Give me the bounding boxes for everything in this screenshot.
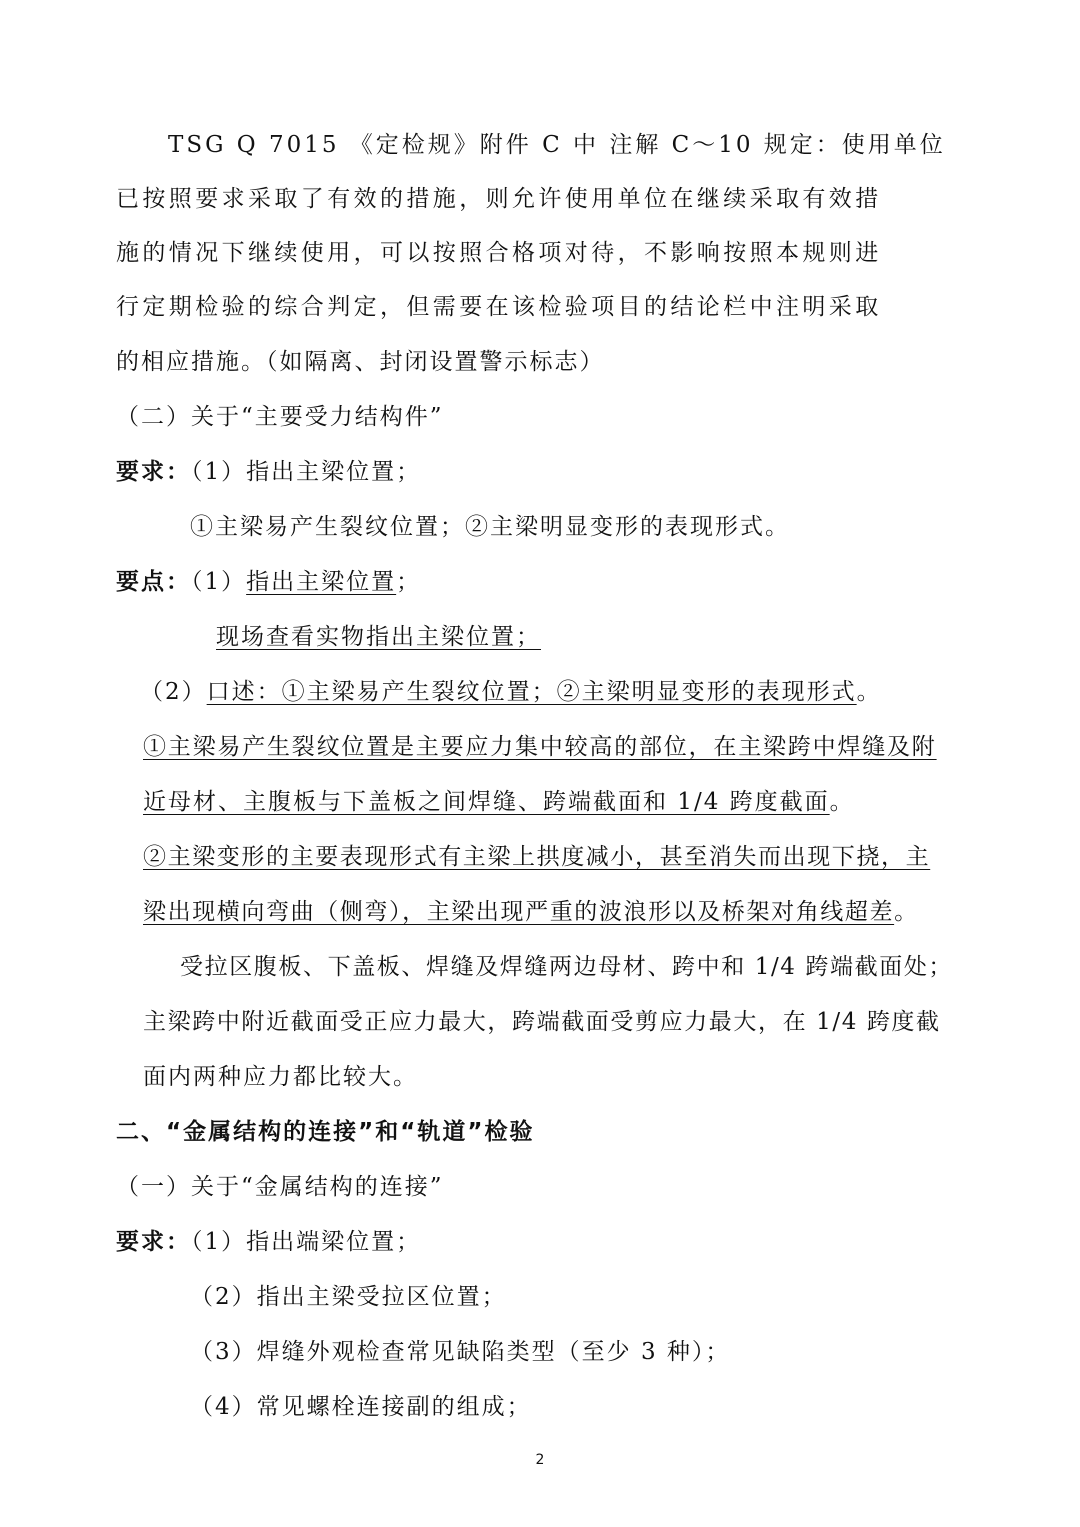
page-number: 2 <box>535 1452 545 1468</box>
keypoint-point-line: ②主梁变形的主要表现形式有主梁上拱度减小，甚至消失而出现下挠，主 <box>143 844 931 870</box>
requirement-item: （1）指出端梁位置； <box>191 1229 422 1255</box>
requirement-item: （4）常见螺栓连接副的组成； <box>190 1394 532 1420</box>
keypoint-item <box>140 675 882 709</box>
keypoint-label: 要点： <box>116 569 191 595</box>
paragraph-line: 行定期检验的综合判定，但需要在该检验项目的结论栏中注明采取 <box>116 294 882 320</box>
requirement-item: ①主梁易产生裂纹位置；②主梁明显变形的表现形式。 <box>190 514 790 540</box>
paragraph-line: 的相应措施。（如隔离、封闭设置警示标志） <box>116 349 605 375</box>
requirement-block <box>116 1225 421 1259</box>
keypoint-text: 梁出现横向弯曲（侧弯），主梁出现严重的波浪形以及桥架对角线超差 <box>143 899 895 925</box>
requirement-item: （2）指出主梁受拉区位置； <box>190 1284 507 1310</box>
section-heading: （一）关于“金属结构的连接” <box>116 1174 444 1200</box>
section-heading: （二）关于“主要受力结构件” <box>116 404 444 430</box>
requirement-item: （3）焊缝外观检查常见缺陷类型（至少 3 种）； <box>190 1339 731 1365</box>
keypoint-text: 近母材、主腹板与下盖板之间焊缝、跨端截面和 1/4 跨度截面 <box>143 789 830 815</box>
requirement-block <box>116 455 421 489</box>
requirement-label: 要求： <box>116 1229 191 1255</box>
keypoint-text: 指出主梁位置 <box>246 569 397 595</box>
keypoint-detail: 现场查看实物指出主梁位置； <box>216 624 541 650</box>
paragraph-line: 面内两种应力都比较大。 <box>143 1064 418 1090</box>
keypoint-prefix: （1） <box>191 569 247 595</box>
keypoint-suffix: 。 <box>856 679 882 705</box>
requirement-item: （1）指出主梁位置； <box>191 459 422 485</box>
paragraph-line: 主梁跨中附近截面受正应力最大，跨端截面受剪应力最大，在 1/4 跨度截 <box>143 1009 941 1035</box>
requirement-label: 要求： <box>116 459 191 485</box>
keypoint-suffix: ； <box>396 569 422 595</box>
keypoint-suffix: 。 <box>829 789 855 815</box>
keypoint-point-line <box>143 895 919 929</box>
keypoint-point-line <box>143 785 855 819</box>
paragraph-line: 受拉区腹板、下盖板、焊缝及焊缝两边母材、跨中和 1/4 跨端截面处； <box>180 954 954 980</box>
paragraph-line: TSG Q 7015 《定检规》附件 C 中 注解 C～10 规定：使用单位 <box>168 132 946 158</box>
keypoint-suffix: 。 <box>894 899 919 925</box>
keypoint-point-line: ①主梁易产生裂纹位置是主要应力集中较高的部位，在主梁跨中焊缝及附 <box>143 734 937 760</box>
keypoint-prefix: （2） <box>140 679 207 705</box>
paragraph-line: 已按照要求采取了有效的措施，则允许使用单位在继续采取有效措 <box>116 186 882 212</box>
keypoint-block <box>116 565 421 599</box>
keypoint-text: 口述：①主梁易产生裂纹位置；②主梁明显变形的表现形式 <box>206 679 857 705</box>
paragraph-line: 施的情况下继续使用，可以按照合格项对待，不影响按照本规则进 <box>116 240 882 266</box>
chapter-heading: 二、“金属结构的连接”和“轨道”检验 <box>116 1119 535 1145</box>
